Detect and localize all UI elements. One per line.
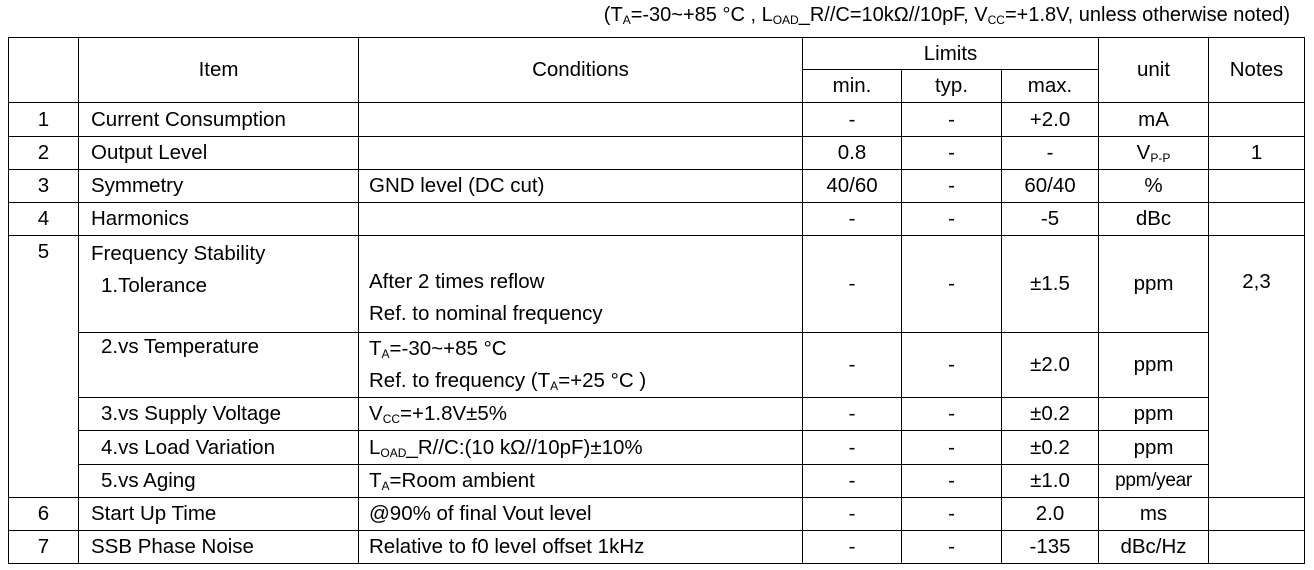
row-item: 4.vs Load Variation: [79, 431, 359, 465]
row-typ: -: [902, 531, 1002, 564]
row-item: Current Consumption: [79, 103, 359, 137]
row-condition: LOAD_R//C:(10 kΩ//10pF)±10%: [359, 431, 803, 465]
row-typ: -: [902, 465, 1002, 498]
row-item: SSB Phase Noise: [79, 531, 359, 564]
row-notes: [1209, 531, 1305, 564]
row-item: 2.vs Temperature: [79, 333, 359, 398]
row-typ: -: [902, 203, 1002, 236]
row-number: 6: [9, 498, 79, 531]
table-row: [9, 236, 1305, 333]
row-max: ±1.0: [1002, 465, 1099, 498]
row-unit: ppm/year: [1099, 465, 1209, 498]
row-typ: -: [902, 431, 1002, 465]
row-min: -: [803, 398, 902, 431]
row-condition: [359, 203, 803, 236]
row-notes: [1209, 103, 1305, 137]
row-unit: ppm: [1099, 398, 1209, 431]
row-item: [79, 236, 359, 333]
row-max: ±0.2: [1002, 398, 1099, 431]
row-unit: ppm: [1099, 333, 1209, 398]
header-max: max.: [1002, 70, 1099, 103]
row-condition: [359, 103, 803, 137]
row-typ: -: [902, 137, 1002, 170]
row-min: -: [803, 465, 902, 498]
row-unit: mA: [1099, 103, 1209, 137]
row-item: Output Level: [79, 137, 359, 170]
header-row-top: [9, 38, 1305, 70]
row-condition: VCC=+1.8V±5%: [359, 398, 803, 431]
table-row: [9, 531, 1305, 564]
row-condition: Relative to f0 level offset 1kHz: [359, 531, 803, 564]
spec-table: [8, 37, 1305, 564]
row-max: 2.0: [1002, 498, 1099, 531]
row-max: -5: [1002, 203, 1099, 236]
row-unit: dBc: [1099, 203, 1209, 236]
header-typ: typ.: [902, 70, 1002, 103]
table-row: [9, 398, 1305, 431]
row-condition: TA=Room ambient: [359, 465, 803, 498]
row-max: -: [1002, 137, 1099, 170]
row-max: ±2.0: [1002, 333, 1099, 398]
header-item: Item: [79, 38, 359, 103]
row-condition: GND level (DC cut): [359, 170, 803, 203]
row-typ: -: [902, 398, 1002, 431]
header-unit: unit: [1099, 38, 1209, 103]
table-row: [9, 431, 1305, 465]
row-typ: -: [902, 498, 1002, 531]
row-max: ±1.5: [1002, 236, 1099, 333]
table-row: [9, 103, 1305, 137]
row-number: 7: [9, 531, 79, 564]
row-min: -: [803, 431, 902, 465]
row-notes: [1209, 170, 1305, 203]
header-min: min.: [803, 70, 902, 103]
table-row: [9, 333, 1305, 398]
row-unit: dBc/Hz: [1099, 531, 1209, 564]
row-condition: TA=-30~+85 °C Ref. to frequency (TA=+25 °C ): [359, 333, 803, 398]
row-min: -: [803, 236, 902, 333]
row-item: Symmetry: [79, 170, 359, 203]
row-min: -: [803, 333, 902, 398]
row-unit: ppm: [1099, 431, 1209, 465]
row-unit: ms: [1099, 498, 1209, 531]
row-unit: ppm: [1099, 236, 1209, 333]
row-min: 40/60: [803, 170, 902, 203]
table-row: [9, 465, 1305, 498]
row-typ: -: [902, 103, 1002, 137]
row-number: 4: [9, 203, 79, 236]
row-condition: [359, 137, 803, 170]
row-typ: -: [902, 333, 1002, 398]
header-no: [9, 38, 79, 103]
table-row: [9, 498, 1305, 531]
row-condition: @90% of final Vout level: [359, 498, 803, 531]
row-min: -: [803, 498, 902, 531]
row-notes: 2,3: [1209, 236, 1305, 498]
row-min: -: [803, 203, 902, 236]
row-item: Start Up Time: [79, 498, 359, 531]
table-row: [9, 137, 1305, 170]
row-notes: [1209, 203, 1305, 236]
freq-stability-title: Frequency Stability: [91, 242, 266, 265]
row-max: ±0.2: [1002, 431, 1099, 465]
row-min: 0.8: [803, 137, 902, 170]
row-max: 60/40: [1002, 170, 1099, 203]
row-item: 3.vs Supply Voltage: [79, 398, 359, 431]
table-row: [9, 170, 1305, 203]
row-item: Harmonics: [79, 203, 359, 236]
header-conditions: Conditions: [359, 38, 803, 103]
row-max: -135: [1002, 531, 1099, 564]
conditions-note: ($T_A=-30\sim+85$ °C , $L_{OAD}\_R//C=10k\Omega//10pF$, $V_{CC}=+1.8V$, unless otherwise noted): [603, 4, 1290, 27]
table-row: [9, 203, 1305, 236]
row-notes: [1209, 498, 1305, 531]
row-number: 1: [9, 103, 79, 137]
row-min: -: [803, 103, 902, 137]
row-min: -: [803, 531, 902, 564]
header-notes: Notes: [1209, 38, 1305, 103]
row-item: 5.vs Aging: [79, 465, 359, 498]
row-number: 5: [9, 236, 79, 498]
row-typ: -: [902, 236, 1002, 333]
row-condition: After 2 times reflow Ref. to nominal frequency: [359, 236, 803, 333]
row-unit: %: [1099, 170, 1209, 203]
row-number: 3: [9, 170, 79, 203]
row-notes: 1: [1209, 137, 1305, 170]
header-limits: Limits: [803, 38, 1099, 70]
tolerance-label: 1.Tolerance: [101, 274, 207, 297]
row-unit: VP-P: [1099, 137, 1209, 170]
row-typ: -: [902, 170, 1002, 203]
row-number: 2: [9, 137, 79, 170]
row-max: +2.0: [1002, 103, 1099, 137]
